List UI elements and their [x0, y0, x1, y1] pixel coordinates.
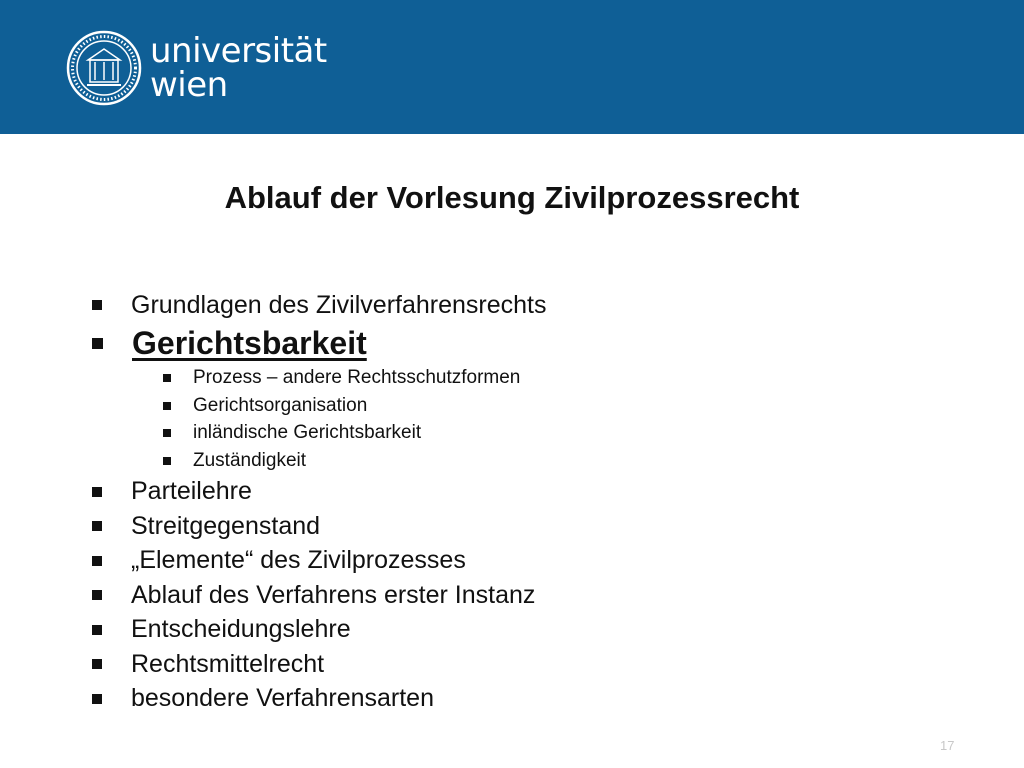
university-logo — [66, 30, 366, 106]
sub-bullet-text: Zuständigkeit — [193, 449, 307, 471]
slide-title: Ablauf der Vorlesung Zivilprozessrecht — [224, 180, 800, 215]
sub-bullet-item — [163, 420, 546, 448]
bullet-text: besondere Verfahrensarten — [131, 684, 434, 713]
sub-bullet-item — [163, 365, 546, 393]
bullet-text: Entscheidungslehre — [131, 615, 351, 644]
bullet-list — [92, 288, 546, 716]
sub-bullet-text: Gerichtsorganisation — [193, 394, 368, 416]
bullet-item — [92, 475, 546, 510]
square-bullet-icon — [92, 659, 102, 669]
bullet-text: Grundlagen des Zivilverfahrensrechts — [131, 290, 547, 319]
bullet-item — [92, 578, 546, 613]
square-bullet-icon — [163, 457, 171, 465]
wordmark-line-1: universität — [150, 31, 327, 71]
bullet-item — [92, 509, 546, 544]
sub-bullet-text: Prozess – andere Rechtsschutzformen — [193, 367, 521, 389]
university-wordmark — [150, 31, 327, 105]
header-band — [0, 0, 1024, 134]
bullet-item — [92, 613, 546, 648]
square-bullet-icon — [163, 374, 171, 382]
square-bullet-icon — [92, 338, 103, 349]
bullet-item — [92, 544, 546, 579]
bullet-text: Rechtsmittelrecht — [131, 649, 325, 678]
sub-bullet-item — [163, 447, 546, 475]
square-bullet-icon — [92, 521, 102, 531]
page-number: 17 — [940, 738, 955, 753]
wordmark-line-2: wien — [150, 65, 228, 105]
square-bullet-icon — [163, 402, 171, 410]
bullet-item — [92, 647, 546, 682]
bullet-text: Ablauf des Verfahrens erster Instanz — [131, 580, 536, 609]
bullet-text: Gerichtsbarkeit — [132, 325, 367, 361]
square-bullet-icon — [163, 429, 171, 437]
sub-bullet-item — [163, 392, 546, 420]
bullet-text: Parteilehre — [131, 477, 252, 506]
square-bullet-icon — [92, 625, 102, 635]
bullet-text: „Elemente“ des Zivilprozesses — [131, 546, 466, 575]
sub-bullet-text: inländische Gerichtsbarkeit — [193, 422, 422, 444]
bullet-item — [92, 682, 546, 717]
bullet-item-highlighted — [92, 323, 546, 365]
square-bullet-icon — [92, 487, 102, 497]
bullet-text: Streitgegenstand — [131, 511, 321, 540]
sub-bullet-list — [92, 365, 546, 475]
university-seal-icon — [66, 30, 142, 106]
square-bullet-icon — [92, 300, 102, 310]
sub-bullet-group — [92, 365, 546, 475]
square-bullet-icon — [92, 556, 102, 566]
square-bullet-icon — [92, 694, 102, 704]
square-bullet-icon — [92, 590, 102, 600]
bullet-item — [92, 288, 546, 323]
